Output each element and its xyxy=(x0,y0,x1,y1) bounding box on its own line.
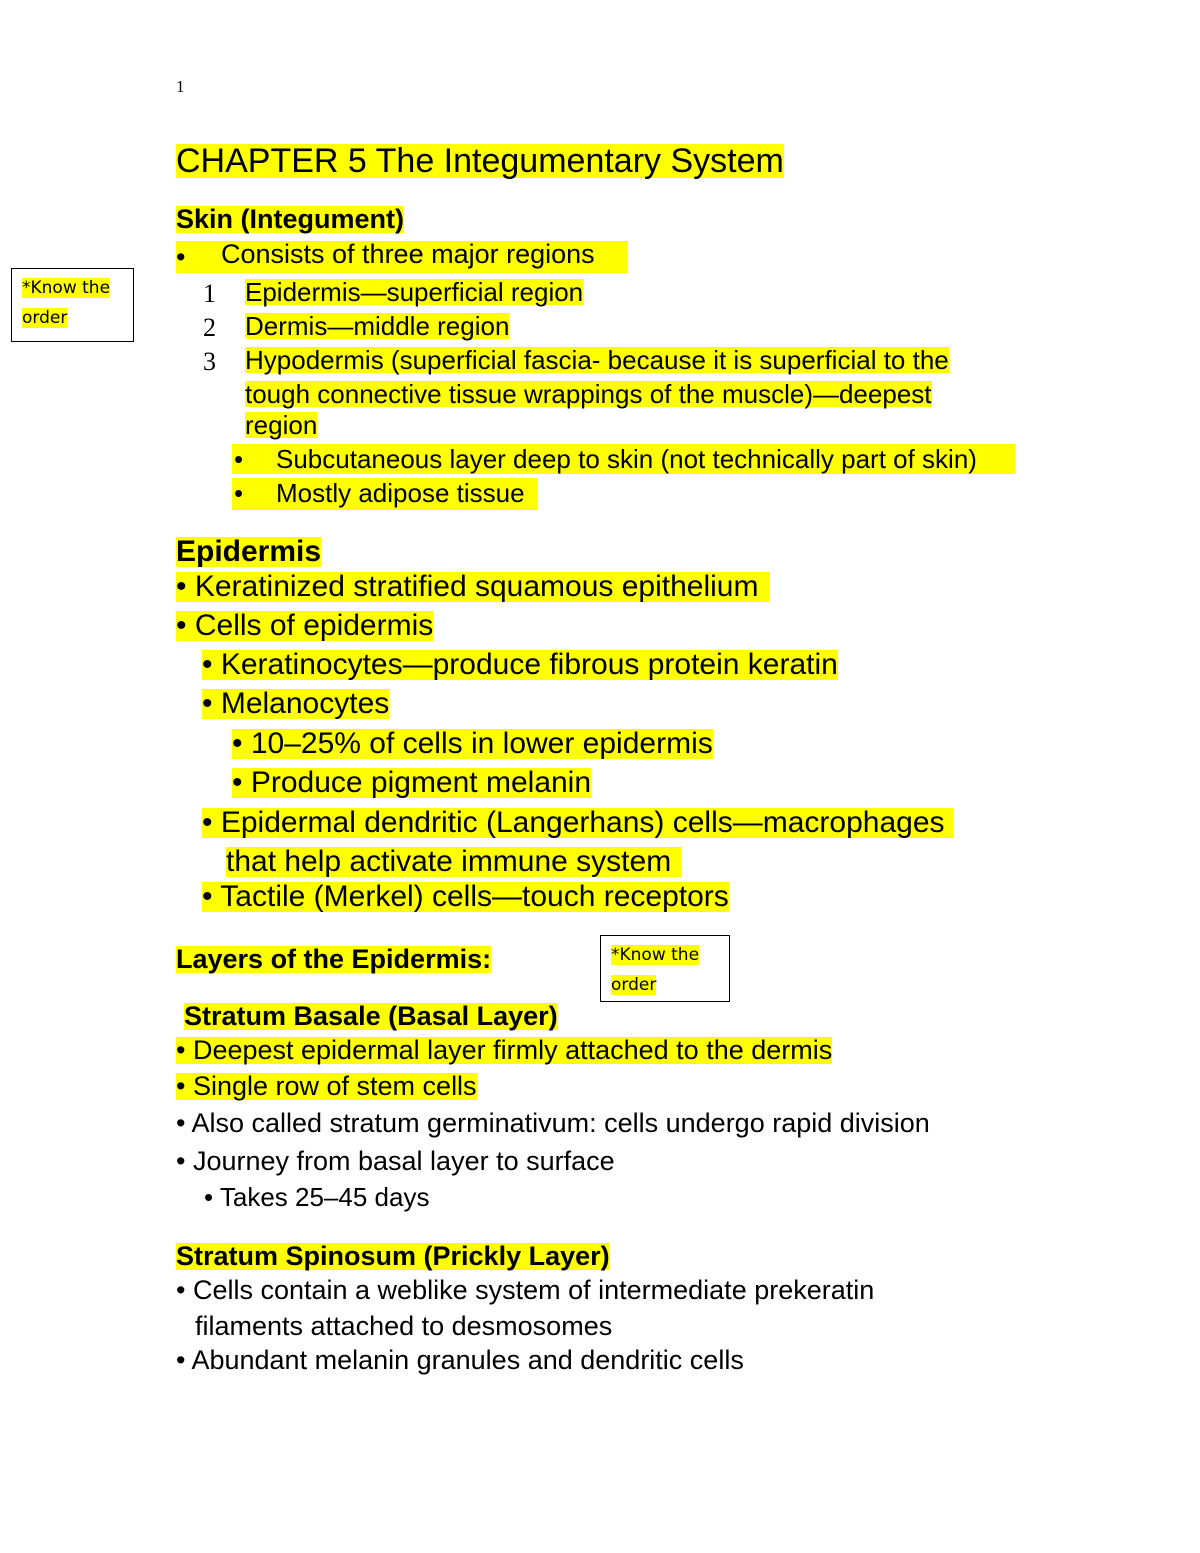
bullet-icon: • xyxy=(234,444,244,474)
epidermis-item: • Melanocytes xyxy=(202,687,390,720)
epidermis-item: • Keratinocytes—produce fibrous protein keratin xyxy=(202,648,838,681)
basale-item: • Takes 25–45 days xyxy=(204,1182,430,1212)
skin-intro: Consists of three major regions xyxy=(221,239,595,269)
region-number: 2 xyxy=(203,313,216,342)
region-dermis: Dermis—middle region xyxy=(245,311,510,341)
region-number: 1 xyxy=(203,279,216,308)
stratum-basale-heading: Stratum Basale (Basal Layer) xyxy=(184,1001,558,1031)
region-hypodermis-line3: region xyxy=(245,410,318,440)
region-number: 3 xyxy=(203,347,216,376)
basale-item: • Single row of stem cells xyxy=(176,1071,477,1101)
epidermis-item: • Tactile (Merkel) cells—touch receptors xyxy=(202,880,729,913)
bullet-icon: • xyxy=(176,242,186,272)
epidermis-heading: Epidermis xyxy=(176,535,322,568)
sub-bullet-adipose: Mostly adipose tissue xyxy=(276,478,525,508)
epidermis-item: that help activate immune system xyxy=(226,847,681,877)
spinosum-item: filaments attached to desmosomes xyxy=(195,1311,613,1341)
epidermis-item: • Cells of epidermis xyxy=(176,609,434,642)
region-hypodermis-line1: Hypodermis (superficial fascia- because it is superficial to the xyxy=(245,345,949,375)
bullet-icon: • xyxy=(234,478,244,508)
spinosum-item: • Abundant melanin granules and dendritic cells xyxy=(176,1345,744,1375)
epidermis-item: • Keratinized stratified squamous epithelium xyxy=(176,572,770,602)
region-epidermis: Epidermis—superficial region xyxy=(245,277,584,307)
basale-item: • Also called stratum germinativum: cells undergo rapid division xyxy=(176,1108,930,1138)
epidermis-item: • Produce pigment melanin xyxy=(232,766,592,799)
basale-item: • Deepest epidermal layer firmly attached to the dermis xyxy=(176,1035,833,1065)
layers-heading: Layers of the Epidermis: xyxy=(176,944,492,974)
epidermis-item: • 10–25% of cells in lower epidermis xyxy=(232,727,713,760)
epidermis-item: • Epidermal dendritic (Langerhans) cells—macrophages xyxy=(202,808,953,838)
region-hypodermis-line2: tough connective tissue wrappings of the muscle)—deepest xyxy=(245,379,932,409)
page-number: 1 xyxy=(176,77,185,96)
margin-note-know-order: *Know the order xyxy=(11,268,134,342)
chapter-title: CHAPTER 5 The Integumentary System xyxy=(176,142,784,180)
sub-bullet-subcutaneous: Subcutaneous layer deep to skin (not technically part of skin) xyxy=(276,444,977,474)
margin-note-know-order: *Know the order xyxy=(600,935,730,1002)
spinosum-item: • Cells contain a weblike system of intermediate prekeratin xyxy=(176,1275,875,1305)
stratum-spinosum-heading: Stratum Spinosum (Prickly Layer) xyxy=(176,1241,610,1271)
basale-item: • Journey from basal layer to surface xyxy=(176,1146,615,1176)
skin-heading: Skin (Integument) xyxy=(176,204,404,234)
